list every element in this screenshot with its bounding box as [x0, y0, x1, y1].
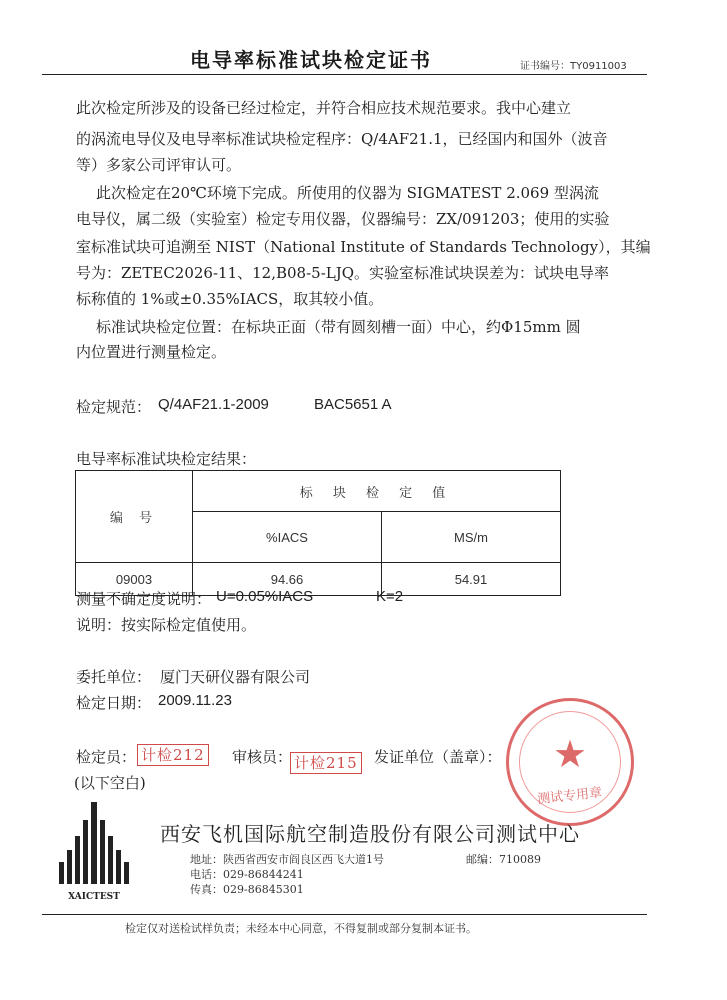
unit-ms-header: MS/m [382, 512, 561, 563]
company-postcode: 邮编：710089 [466, 853, 541, 866]
certificate-title: 电导率标准试块检定证书 [190, 48, 432, 72]
logo-text: XAICTEST [68, 892, 120, 902]
star-icon: ★ [553, 732, 588, 776]
results-table [75, 470, 561, 596]
issuer-label: 发证单位（盖章）： [374, 748, 502, 766]
company-address: 地址：陕西省西安市阎良区西飞大道1号 [190, 853, 384, 866]
spec-value-2: BAC5651 A [314, 396, 392, 413]
p1-line-2: 的涡流电导仪及电导率标准试块检定程序：Q/4AF21.1，已经国内和国外（波音 [76, 130, 608, 148]
footer-divider [42, 914, 647, 915]
inspector-stamp: 计检212 [137, 744, 209, 766]
uncertainty-u: U=0.05%IACS [216, 588, 314, 605]
date-label: 检定日期： [76, 694, 152, 712]
reviewer-stamp: 计检215 [290, 752, 362, 774]
usage-note: 说明：按实际检定值使用。 [76, 616, 257, 634]
row-ms: 54.91 [382, 563, 561, 596]
company-fax: 传真：029-86845301 [190, 883, 304, 896]
p1-line-3: 等）多家公司评审认可。 [76, 156, 242, 174]
p2-line-2: 电导仪，属二级（实验室）检定专用仪器，仪器编号：ZX/091203；使用的实验 [76, 210, 610, 228]
col-id-header: 编 号 [76, 471, 193, 563]
p3-line-2: 内位置进行测量检定。 [76, 343, 227, 361]
client-value: 厦门天研仪器有限公司 [160, 668, 311, 686]
p2-line-3: 室标准试块可追溯至 NIST（National Institute of Standards Technology），其编 [76, 238, 651, 256]
date-value: 2009.11.23 [158, 692, 232, 709]
p2-line-4: 号为：ZETEC2026-11、12,B08-5-LJQ。实验室标准试块误差为：试块电导率 [76, 264, 610, 282]
header-divider [42, 74, 647, 75]
result-title: 电导率标准试块检定结果： [76, 450, 257, 468]
blank-note: (以下空白) [74, 774, 146, 792]
col-value-header: 标 块 检 定 值 [193, 471, 561, 512]
company-logo [54, 802, 134, 902]
spec-value-1: Q/4AF21.1-2009 [158, 396, 269, 413]
footer-disclaimer: 检定仅对送检试样负责；未经本中心同意，不得复制或部分复制本证书。 [125, 922, 477, 935]
row-id: 09003 [76, 563, 193, 596]
uncertainty-k: K=2 [376, 588, 404, 605]
official-seal [506, 698, 634, 826]
p2-line-1: 此次检定在20℃环境下完成。所使用的仪器为 SIGMATEST 2.069 型涡流 [96, 184, 599, 202]
unit-iacs-header: %IACS [193, 512, 382, 563]
client-label: 委托单位： [76, 668, 152, 686]
p1-line-1: 此次检定所涉及的设备已经过检定，并符合相应技术规范要求。我中心建立 [76, 99, 572, 117]
reviewer-label: 审核员： [232, 748, 293, 766]
certificate-number: 证书编号：TY0911003 [520, 61, 627, 72]
p3-line-1: 标准试块检定位置：在标块正面（带有圆刻槽一面）中心，约Φ15mm 圆 [96, 318, 581, 336]
inspector-label: 检定员： [76, 748, 137, 766]
seal-label: 测试专用章 [536, 785, 603, 808]
company-name: 西安飞机国际航空制造股份有限公司测试中心 [160, 822, 580, 846]
company-phone: 电话：029-86844241 [190, 868, 304, 881]
row-iacs: 94.66 [193, 563, 382, 596]
spec-label: 检定规范： [76, 398, 152, 416]
uncertainty-label: 测量不确定度说明： [76, 590, 212, 608]
p2-line-5: 标称值的 1%或±0.35%IACS，取其较小值。 [76, 290, 384, 308]
